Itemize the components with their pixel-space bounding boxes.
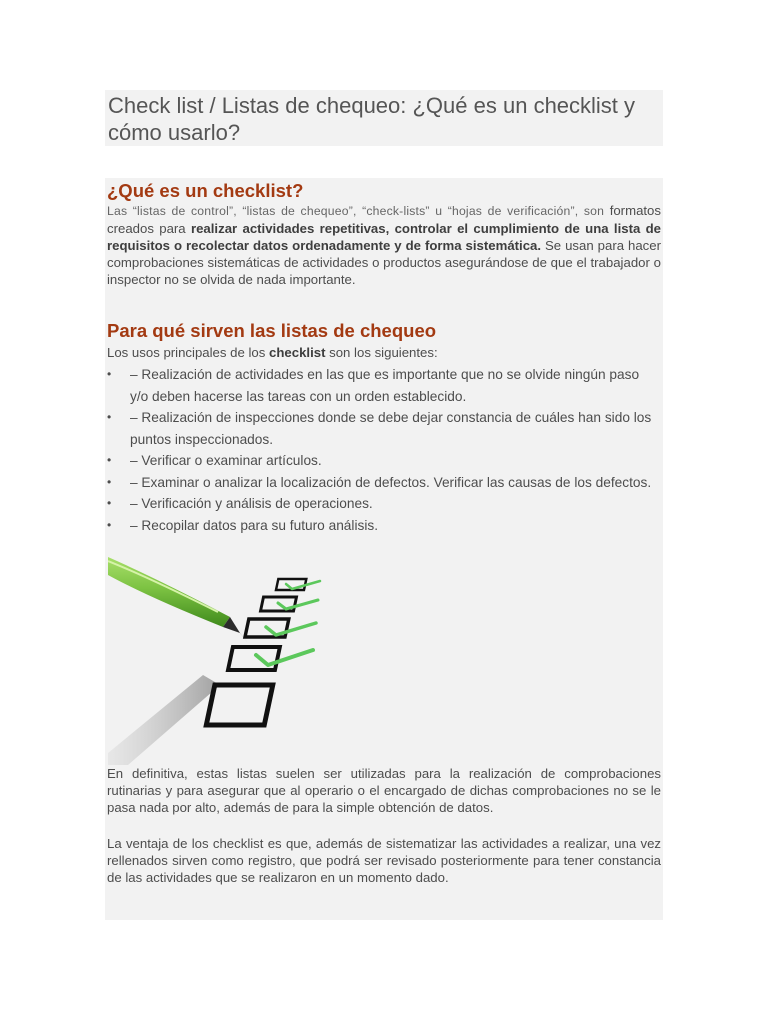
pen-shadow [108,675,220,765]
check-icon [278,600,318,609]
list-item [107,493,661,515]
list-item [107,515,661,537]
checkbox-4 [228,647,280,670]
definition-text-a: formatos creados para [107,203,661,236]
definition-intro: Las “listas de control”, “listas de chequeo”, “check-lists” u “hojas de verificación”, son [107,204,605,218]
pen-icon [108,557,248,643]
list-item [107,450,661,472]
bullet-icon: • [107,517,112,532]
list-item [107,364,661,407]
section-heading-what-is: ¿Qué es un checklist? [107,180,304,201]
bullet-icon: • [107,410,112,424]
checkbox-5 [206,685,273,725]
checkbox-group [206,579,306,725]
bullet-icon: • [107,474,112,489]
pen-checklist-illustration [108,557,328,765]
list-item [107,407,661,450]
closing-paragraph-2: La ventaja de los checklist es que, además de sistematizar las actividades a realizar, una vez rellenados sirven como registro, que podrá ser revisado posteriormente para tener constancia de las actividades que se realizaron en un momento dado. [107,836,661,885]
list-item-text: – Recopilar datos para su futuro análisis. [130,517,379,533]
definition-text-b: Se usan para hacer comprobaciones sistemáticas de actividades o productos asegurándose de que el trabajador o inspector no se olvida de nada importante. [107,238,661,287]
check-icon [286,581,320,589]
uses-lead-bold: checklist [269,345,326,360]
list-item-text: – Verificación y análisis de operaciones. [130,496,373,511]
check-icon [256,650,313,665]
closing-paragraph-1: En definitiva, estas listas suelen ser utilizadas para la realización de comprobaciones rutinarias y para asegurar que al operario o el encargado de dichas comprobaciones no se le pasa nada por alto, además de para la simple obtención de datos. [107,766,661,815]
bullet-icon: • [107,367,112,381]
definition-bold: realizar actividades repetitivas, controlar el cumplimiento de una lista de requisitos o recolectar datos ordenadamente y de forma sistemática. [107,221,662,253]
uses-lead [107,344,661,361]
uses-lead-a: Los usos principales de los [107,345,270,360]
bullet-icon: • [107,496,112,510]
check-icon [266,623,316,635]
list-item [107,472,661,494]
list-item-text: – Realización de actividades en las que es importante que no se olvide ningún paso y/o deben hacerse las tareas con un orden establecido. [130,367,640,404]
list-item-text: – Verificar o examinar artículos. [130,453,322,468]
section-heading-uses: Para qué sirven las listas de chequeo [107,320,437,341]
page-title: Check list / Listas de chequeo: ¿Qué es un checklist y cómo usarlo? [108,93,636,145]
uses-list [107,364,661,536]
uses-lead-b: son los siguientes: [325,345,438,360]
bullet-icon: • [107,453,112,467]
list-item-text: – Realización de inspecciones donde se debe dejar constancia de cuáles han sido los puntos inspeccionados. [130,410,652,447]
list-item-text: – Examinar o analizar la localización de defectos. Verificar las causas de los defectos. [130,474,652,490]
definition-paragraph [107,202,661,288]
